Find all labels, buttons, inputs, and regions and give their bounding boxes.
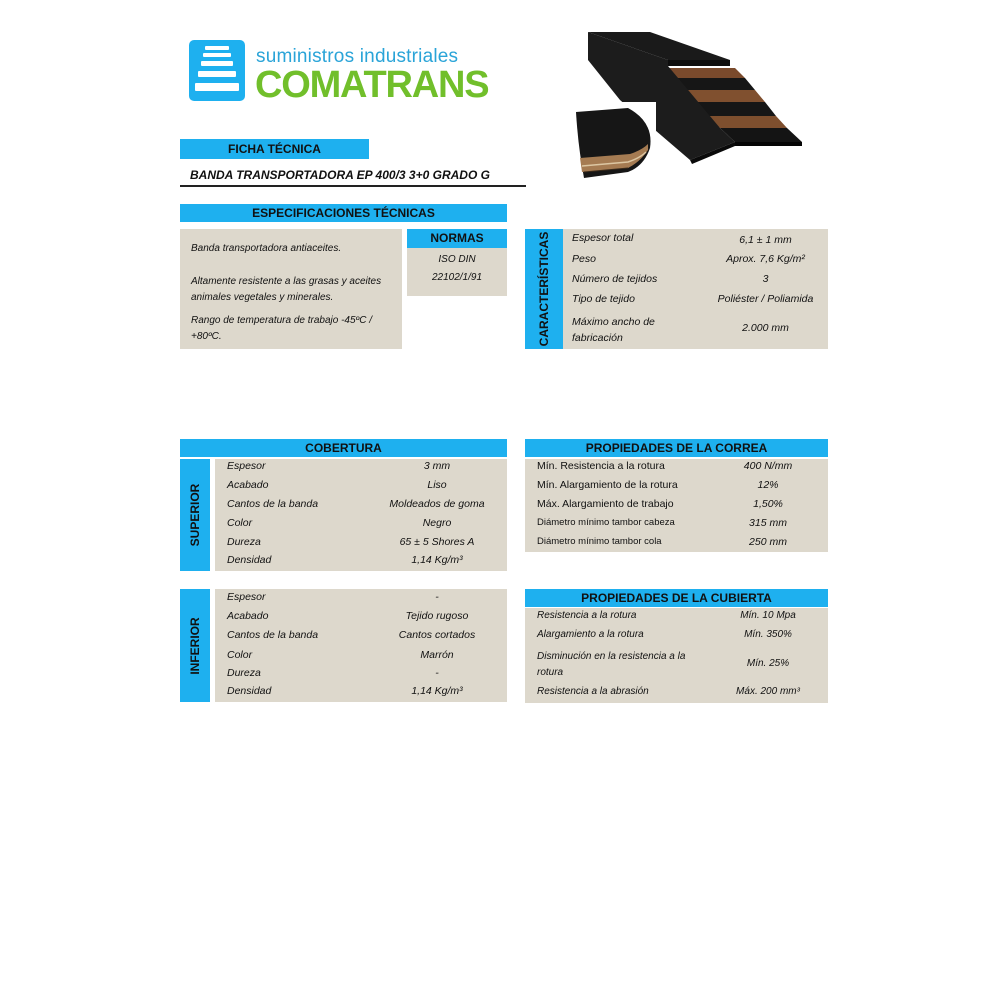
row-label: Espesor (227, 460, 266, 472)
row-label: Color (227, 649, 253, 661)
table-row (525, 649, 828, 683)
row-value: Liso (427, 479, 447, 491)
table-row (525, 610, 828, 628)
row-value: Mín. 10 Mpa (740, 610, 796, 621)
table-row (215, 591, 507, 609)
row-label: Disminución en la resistencia a la rotura (537, 651, 686, 678)
row-value: Aprox. 7,6 Kg/m² (726, 253, 805, 265)
caracteristicas-label: CARACTERÍSTICAS (537, 231, 551, 347)
row-value: Mín. 350% (744, 629, 792, 640)
table-row (215, 554, 507, 572)
table-row (215, 610, 507, 628)
table-row (563, 273, 828, 291)
ficha-tecnica-label: FICHA TÉCNICA (180, 139, 369, 159)
correa-table (525, 459, 828, 552)
row-value: 2.000 mm (742, 322, 789, 334)
logo-tagline: suministros industriales (256, 46, 459, 67)
row-value: 315 mm (749, 517, 787, 529)
row-value: Marrón (420, 649, 454, 661)
row-label: Resistencia a la abrasión (537, 686, 649, 697)
row-label: Color (227, 517, 253, 529)
table-row (525, 479, 828, 497)
inferior-table (215, 589, 507, 702)
specs-title: ESPECIFICACIONES TÉCNICAS (180, 204, 507, 222)
inferior-label: INFERIOR (188, 616, 202, 675)
superior-label: SUPERIOR (188, 483, 202, 547)
table-row (525, 536, 828, 554)
row-label: Alargamiento a la rotura (537, 629, 644, 640)
table-row (215, 479, 507, 497)
product-title: BANDA TRANSPORTADORA EP 400/3 3+0 GRADO G (190, 168, 490, 182)
row-label: Acabado (227, 479, 269, 491)
row-label: Espesor total (572, 232, 634, 244)
normas-title: NORMAS (407, 229, 507, 248)
table-row (563, 232, 828, 250)
row-value: Poliéster / Poliamida (717, 293, 814, 305)
caracteristicas-side (525, 229, 563, 349)
superior-table (215, 459, 507, 571)
table-row (525, 498, 828, 516)
row-label: Cantos de la banda (227, 498, 319, 510)
logo-stairs-icon (189, 40, 245, 101)
cubierta-table (525, 608, 828, 703)
row-value: Máx. 200 mm³ (736, 686, 800, 697)
row-value: 3 mm (423, 460, 451, 472)
table-row (525, 517, 828, 535)
normas-line: 22102/1/91 (431, 272, 483, 283)
table-row (525, 629, 828, 647)
row-value: Negro (422, 517, 452, 529)
superior-side (180, 459, 210, 571)
description-line: Altamente resistente a las grasas y aceites animales vegetales y minerales. (191, 276, 382, 303)
company-logo (189, 40, 489, 106)
table-row (215, 460, 507, 478)
table-row (215, 667, 507, 685)
row-value: 6,1 ± 1 mm (739, 234, 792, 246)
cobertura-title: COBERTURA (180, 439, 507, 457)
table-row (563, 293, 828, 311)
correa-title: PROPIEDADES DE LA CORREA (525, 439, 828, 457)
row-value: 3 (762, 273, 769, 285)
table-row (215, 649, 507, 667)
row-value: 1,50% (753, 498, 783, 510)
row-label: Peso (572, 253, 596, 265)
normas-panel (407, 229, 507, 296)
title-divider (180, 185, 526, 187)
row-label: Resistencia a la rotura (537, 610, 637, 621)
table-row (215, 517, 507, 535)
row-label: Diámetro mínimo tambor cola (537, 536, 662, 547)
row-label: Tipo de tejido (572, 293, 635, 305)
row-label: Cantos de la banda (227, 629, 319, 641)
row-label: Diámetro mínimo tambor cabeza (537, 517, 675, 528)
table-row (215, 629, 507, 647)
logo-name: COMATRANS (255, 64, 489, 106)
inferior-side (180, 589, 210, 702)
row-value: Moldeados de goma (389, 498, 485, 510)
description-line: Rango de temperatura de trabajo -45ºC / +80ºC. (191, 315, 372, 342)
description-line: Banda transportadora antiaceites. (191, 243, 342, 254)
table-row (215, 536, 507, 554)
row-label: Máx. Alargamiento de trabajo (537, 498, 674, 510)
description-panel (180, 229, 402, 349)
row-label: Mín. Alargamiento de la rotura (537, 479, 678, 491)
row-value: Tejido rugoso (405, 610, 469, 622)
row-label: Mín. Resistencia a la rotura (537, 460, 665, 472)
row-label: Número de tejidos (572, 273, 658, 285)
row-label: Dureza (227, 667, 261, 679)
row-value: - (435, 591, 439, 603)
caracteristicas-table (563, 229, 828, 349)
table-row (563, 314, 828, 346)
table-row (525, 686, 828, 704)
cubierta-title: PROPIEDADES DE LA CUBIERTA (525, 589, 828, 607)
normas-line: ISO DIN (438, 254, 476, 265)
row-value: 12% (757, 479, 779, 491)
table-row (215, 498, 507, 516)
table-row (563, 253, 828, 271)
row-label: Dureza (227, 536, 261, 548)
row-label: Espesor (227, 591, 266, 603)
row-value: Mín. 25% (746, 658, 790, 669)
row-value: 400 N/mm (743, 460, 793, 472)
row-label: Acabado (227, 610, 269, 622)
row-label: Densidad (227, 554, 272, 566)
belt-sample-image (570, 102, 656, 182)
row-label: Máximo ancho de fabricación (572, 316, 655, 344)
row-value: 65 ± 5 Shores A (399, 536, 475, 548)
row-value: 250 mm (749, 536, 787, 548)
table-row (215, 685, 507, 703)
row-value: Cantos cortados (398, 629, 476, 641)
row-value: - (435, 667, 439, 679)
row-value: 1,14 Kg/m³ (411, 554, 463, 566)
row-label: Densidad (227, 685, 272, 697)
row-value: 1,14 Kg/m³ (411, 685, 463, 697)
table-row (525, 460, 828, 478)
